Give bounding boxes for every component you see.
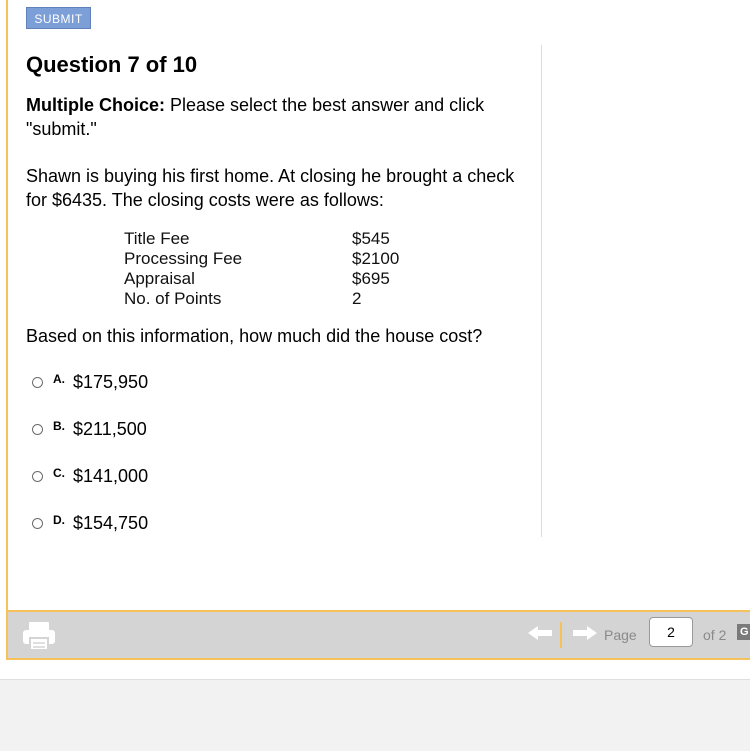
choice-letter: C. (53, 466, 65, 480)
cost-value: $695 (352, 269, 390, 288)
radio-button[interactable] (32, 377, 43, 388)
problem-text: Shawn is buying his first home. At closing he brought a check for $6435. The closing costs were as follows: (26, 166, 515, 210)
cost-value: $2100 (352, 249, 400, 268)
table-row (124, 249, 399, 269)
choice-text: $154,750 (73, 512, 149, 533)
next-page-icon[interactable] (571, 626, 597, 640)
choice-letter: B. (53, 419, 65, 433)
page-count: of 2 (703, 627, 727, 643)
previous-page-icon[interactable] (528, 626, 554, 640)
cost-name: Appraisal (124, 269, 195, 288)
table-row (124, 289, 399, 309)
radio-button[interactable] (32, 424, 43, 435)
choice-a[interactable] (32, 370, 148, 394)
instructions-label: Multiple Choice: (26, 95, 165, 115)
closing-costs-table (124, 229, 399, 309)
choice-d[interactable] (32, 511, 148, 535)
print-icon[interactable] (22, 620, 56, 652)
instructions-text: Please select the best answer and click "submit." (26, 95, 485, 139)
bottom-area (0, 679, 750, 751)
submit-button[interactable]: SUBMIT (26, 7, 91, 29)
choice-text: $175,950 (73, 371, 149, 392)
radio-button[interactable] (32, 471, 43, 482)
question-prompt: Based on this information, how much did the house cost? (26, 326, 483, 346)
choice-c[interactable] (32, 464, 148, 488)
cost-name: Title Fee (124, 229, 190, 248)
cost-name: No. of Points (124, 289, 222, 308)
choice-letter: D. (53, 513, 65, 527)
footer-toolbar (8, 610, 750, 658)
table-row (124, 269, 399, 289)
choice-text: $141,000 (73, 465, 149, 486)
page-label: Page (604, 627, 637, 643)
go-button[interactable]: G (737, 624, 750, 640)
nav-separator (560, 622, 562, 648)
choice-b[interactable] (32, 417, 147, 441)
column-divider (541, 45, 542, 537)
radio-button[interactable] (32, 518, 43, 529)
cost-value: 2 (352, 289, 362, 308)
choice-text: $211,500 (73, 418, 147, 439)
page-number-input[interactable] (649, 617, 693, 647)
instructions (26, 93, 526, 141)
question-title: Question 7 of 10 (26, 52, 198, 77)
cost-name: Processing Fee (124, 249, 243, 268)
choice-letter: A. (53, 372, 65, 386)
cost-value: $545 (352, 229, 390, 248)
table-row (124, 229, 399, 249)
